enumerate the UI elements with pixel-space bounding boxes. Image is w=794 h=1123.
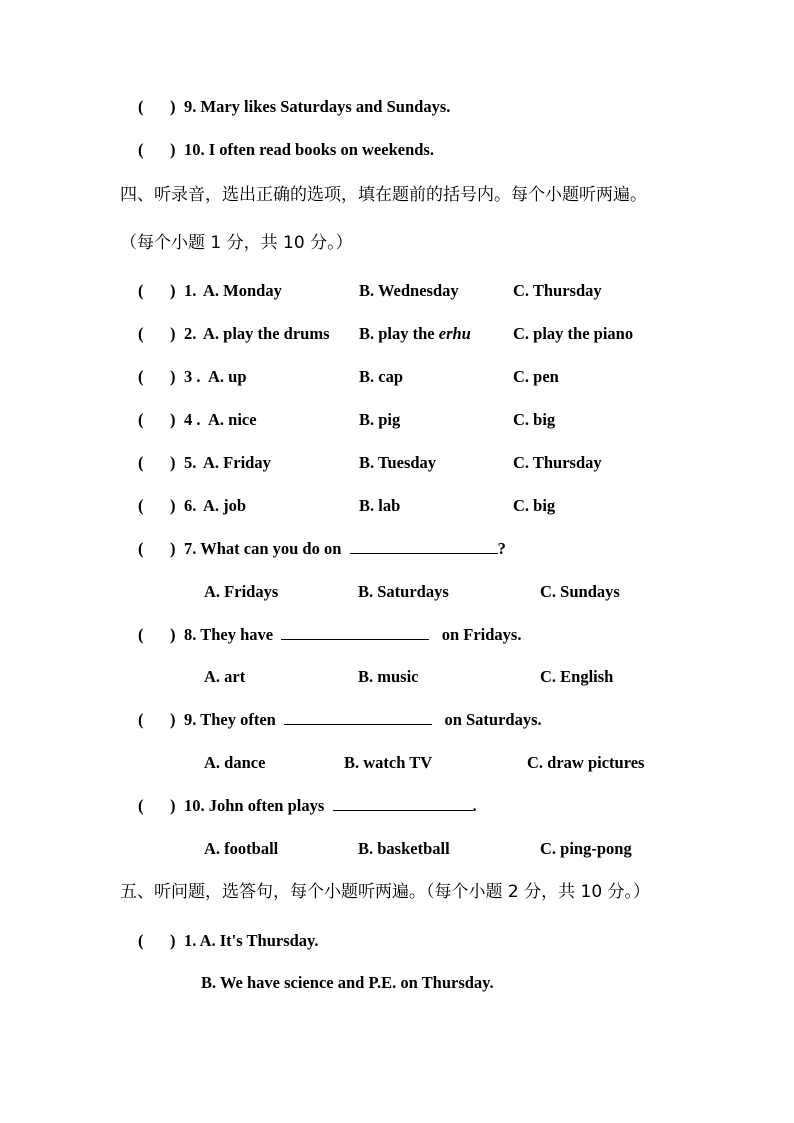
score-note: （每个小题 1 分，共 10 分。）	[120, 233, 353, 253]
option-b: B. cap	[359, 367, 404, 386]
option-c: C. pen	[513, 367, 559, 386]
question-text: 9. They often on Saturdays.	[184, 710, 542, 729]
option-b: B. music	[358, 667, 419, 686]
option-c: C. play the piano	[513, 324, 634, 343]
question-number: 6.	[184, 496, 197, 515]
option-a: A. play the drums	[203, 324, 330, 343]
option-a: A. art	[204, 667, 246, 686]
question-text: 10. John often plays .	[184, 796, 477, 815]
option-b: B. play the erhu	[359, 324, 471, 343]
question-number: 4 .	[184, 410, 201, 429]
option-b: B. Saturdays	[358, 582, 449, 601]
answer-bracket: ( )	[138, 281, 176, 300]
answer-bracket: ( )	[138, 324, 176, 343]
option-c: C. big	[513, 496, 556, 515]
section-heading: 四、听录音，选出正确的选项，填在题前的括号内。每个小题听两遍。	[120, 185, 647, 205]
answer-bracket: ( )	[138, 453, 176, 472]
answer-bracket: ( )	[138, 97, 176, 116]
option-c: C. English	[540, 667, 614, 686]
option-c: C. draw pictures	[527, 753, 645, 772]
answer-bracket: ( )	[138, 496, 176, 515]
question-number: 1.	[184, 281, 197, 300]
answer-blank	[284, 710, 432, 725]
option-a: A. Friday	[203, 453, 271, 472]
question-text: 10. I often read books on weekends.	[184, 140, 434, 159]
answer-blank	[350, 539, 498, 554]
option-a: A. football	[204, 839, 279, 858]
question-number: 2.	[184, 324, 197, 343]
question-text: 9. Mary likes Saturdays and Sundays.	[184, 97, 451, 116]
question-text: 7. What can you do on ?	[184, 539, 506, 558]
option-a: A. Monday	[203, 281, 282, 300]
option-c: C. big	[513, 410, 556, 429]
answer-bracket: ( )	[138, 625, 176, 644]
answer-bracket: ( )	[138, 410, 176, 429]
answer-bracket: ( )	[138, 367, 176, 386]
section-heading: 五、听问题，选答句，每个小题听两遍。（每个小题 2 分，共 10 分。）	[120, 882, 651, 902]
option-c: C. Sundays	[540, 582, 620, 601]
option-a: A. up	[208, 367, 247, 386]
option-a: A. dance	[204, 753, 266, 772]
answer-blank	[281, 625, 429, 640]
option-a: A. job	[203, 496, 247, 515]
answer-bracket: ( )	[138, 796, 176, 815]
answer-bracket: ( )	[138, 710, 176, 729]
question-text: 1. A. It's Thursday.	[184, 931, 319, 950]
answer-blank	[333, 796, 473, 811]
question-number: 5.	[184, 453, 197, 472]
option-b: B. We have science and P.E. on Thursday.	[201, 973, 494, 992]
option-c: C. Thursday	[513, 453, 602, 472]
option-a: A. Fridays	[204, 582, 279, 601]
question-number: 3 .	[184, 367, 201, 386]
option-b: B. watch TV	[344, 753, 433, 772]
option-c: C. Thursday	[513, 281, 602, 300]
answer-bracket: ( )	[138, 539, 176, 558]
option-b: B. Tuesday	[359, 453, 437, 472]
option-c: C. ping-pong	[540, 839, 632, 858]
option-b: B. lab	[359, 496, 401, 515]
answer-bracket: ( )	[138, 140, 176, 159]
option-a: A. nice	[208, 410, 257, 429]
option-b: B. basketball	[358, 839, 450, 858]
answer-bracket: ( )	[138, 931, 176, 950]
option-b: B. Wednesday	[359, 281, 459, 300]
option-b: B. pig	[359, 410, 401, 429]
question-text: 8. They have on Fridays.	[184, 625, 522, 644]
